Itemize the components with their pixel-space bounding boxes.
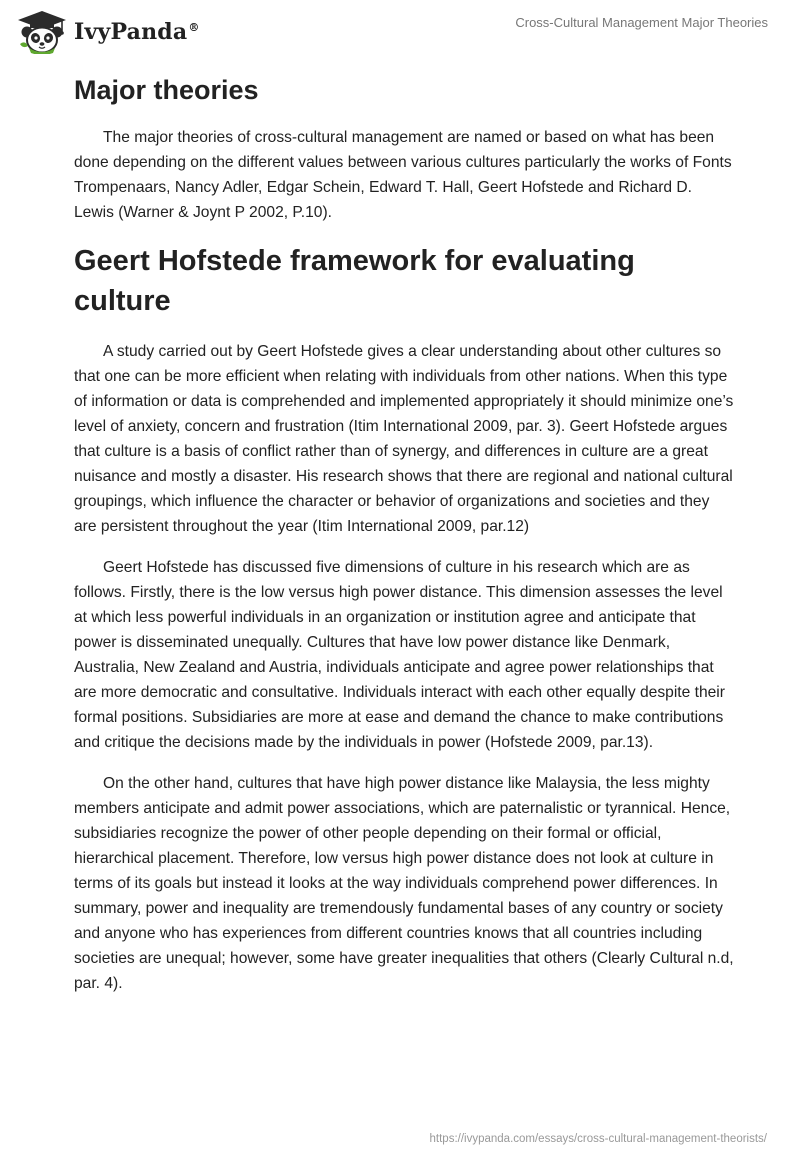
brand-name	[74, 19, 200, 45]
ivypanda-logo[interactable]	[16, 10, 200, 54]
paragraph: A study carried out by Geert Hofstede gives a clear understanding about other cultures so that one can be more efficient when relating with individuals from other nations. When this type of information or data is comprehended and implemented appropriately it should minimize one’s level of anxiety, concern and frustration (Itim International 2009, par. 3). Geert Hofstede argues that culture is a basis of conflict rather than of synergy, and differences in culture are a great nuisance and mostly a disaster. His research shows that there are regional and national cultural groupings, which influence the character or behavior of organizations and societies and they are persistent throughout the year (Itim International 2009, par.12)	[74, 343, 734, 535]
panda-graduate-icon	[16, 10, 68, 54]
section-hofstede-framework	[74, 241, 734, 996]
source-url[interactable]: https://ivypanda.com/essays/cross-cultural-management-theorists/	[429, 1133, 767, 1145]
heading-hofstede-framework: Geert Hofstede framework for evaluating culture	[74, 245, 635, 317]
registered-mark: ®	[188, 20, 200, 34]
heading-major-theories: Major theories	[74, 75, 259, 105]
brand-name-text: IvyPanda	[74, 19, 188, 45]
page-header	[0, 0, 800, 60]
document-title: Cross-Cultural Management Major Theories	[515, 15, 768, 30]
section-major-theories	[74, 70, 734, 225]
paragraph: The major theories of cross-cultural management are named or based on what has been done depending on the different values between various cultures particularly the works of Fonts Trompenaars, Nancy Adler, Edgar Schein, Edward T. Hall, Geert Hofstede and Richard D. Lewis (Warner & Joynt P 2002, P.10).	[74, 129, 732, 221]
essay-content	[74, 70, 734, 1012]
paragraph: On the other hand, cultures that have high power distance like Malaysia, the less mighty members anticipate and admit power associations, which are paternalistic or tyrannical. Hence, subsidiaries recognize the power of other people depending on their formal or official, hierarchical placement. Therefore, low versus high power distance does not look at culture in terms of its goals but instead it looks at the way individuals comprehend power differences. In summary, power and inequality are tremendously fundamental bases of any country or society and anyone who has experiences from different countries knows that all countries including societies are unequal; however, some have greater inequalities that others (Clearly Cultural n.d, par. 4).	[74, 775, 734, 992]
paragraph: Geert Hofstede has discussed five dimensions of culture in his research which are as follows. Firstly, there is the low versus high power distance. This dimension assesses the level at which less powerful individuals in an organization or institution agree and anticipate that power is disseminated unequally. Cultures that have low power distance like Denmark, Australia, New Zealand and Austria, individuals anticipate and agree power relationships that are more democratic and consultative. Individuals interact with each other equally despite their formal positions. Subsidiaries are more at ease and demand the chance to make contributions and critique the decisions made by the individuals in power (Hofstede 2009, par.13).	[74, 559, 725, 751]
